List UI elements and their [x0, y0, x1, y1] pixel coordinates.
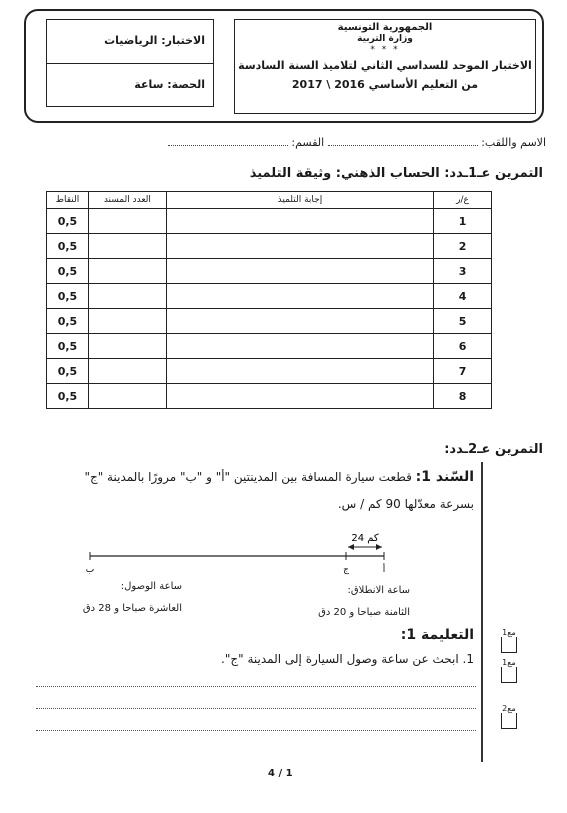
table-row [47, 384, 492, 409]
score-field[interactable] [501, 667, 517, 683]
answer-line[interactable] [36, 730, 476, 731]
answer-cell[interactable] [166, 384, 433, 409]
col-points: النقاط [47, 192, 89, 209]
exercise1-title: التمرين عـ1ـدد: الحساب الذهني: وثيقة التلميذ [249, 166, 543, 181]
instruction-title: التعليمة 1: [400, 627, 474, 643]
exam-subject: الاختبار: الرياضيات [47, 20, 213, 64]
score-field[interactable] [501, 713, 517, 729]
points-cell: 0,5 [47, 309, 89, 334]
answer-line[interactable] [36, 708, 476, 709]
route-diagram [84, 530, 484, 580]
ministry-box [234, 19, 536, 114]
mental-calc-table [46, 191, 492, 409]
table-row [47, 259, 492, 284]
exam-duration: الحصة: ساعة [134, 78, 205, 91]
col-answer: إجابة التلميذ [166, 192, 433, 209]
answer-line[interactable] [36, 686, 476, 687]
class-label: القسم: [291, 136, 325, 149]
given-number-cell[interactable] [88, 334, 166, 359]
given-number-cell[interactable] [88, 284, 166, 309]
col-index: ع/ر [434, 192, 492, 209]
index-cell: 1 [434, 209, 492, 234]
score-box-3 [501, 704, 517, 729]
given-number-cell[interactable] [88, 309, 166, 334]
table-row [47, 284, 492, 309]
index-cell: 8 [434, 384, 492, 409]
points-cell: 0,5 [47, 384, 89, 409]
arrival-info [72, 576, 182, 620]
given-number-cell[interactable] [88, 359, 166, 384]
table-row [47, 334, 492, 359]
name-label: الاسم واللقب: [481, 136, 546, 149]
distance-label: 24 كم [351, 533, 379, 544]
points-cell: 0,5 [47, 284, 89, 309]
answer-cell[interactable] [166, 209, 433, 234]
points-cell: 0,5 [47, 334, 89, 359]
arrow-head-right [376, 544, 382, 550]
given-number-cell[interactable] [88, 234, 166, 259]
point-c-label: ج [343, 565, 349, 575]
table-row [47, 359, 492, 384]
support-text-1: قطعت سيارة المسافة بين المدينتين "أ" و "ب" مرورًا بالمدينة "ج" [84, 470, 412, 484]
departure-label: ساعة الانطلاق: [347, 585, 410, 596]
ministry-name: وزارة التربية [357, 34, 413, 44]
exam-subtitle: من التعليم الأساسي 2016 \ 2017 [291, 78, 479, 91]
arrow-head-left [348, 544, 354, 550]
answer-cell[interactable] [166, 334, 433, 359]
score-label: مع1 [502, 658, 516, 667]
points-cell: 0,5 [47, 259, 89, 284]
score-box-2 [501, 658, 517, 683]
departure-time: الثامنة صباحا و 20 دق [318, 607, 410, 618]
departure-info [288, 580, 410, 624]
support-label: السّند 1: [415, 469, 474, 485]
index-cell: 2 [434, 234, 492, 259]
points-cell: 0,5 [47, 234, 89, 259]
index-cell: 3 [434, 259, 492, 284]
name-line [36, 136, 546, 156]
table-row [47, 209, 492, 234]
points-cell: 0,5 [47, 359, 89, 384]
support-1 [29, 464, 474, 518]
point-a-label: أ [382, 565, 386, 575]
index-cell: 6 [434, 334, 492, 359]
arrival-time: العاشرة صباحا و 28 دق [82, 603, 182, 614]
index-cell: 5 [434, 309, 492, 334]
given-number-cell[interactable] [88, 384, 166, 409]
answer-cell[interactable] [166, 359, 433, 384]
score-box-1 [501, 628, 517, 653]
given-number-cell[interactable] [88, 259, 166, 284]
page-number: 4 / 1 [268, 768, 293, 779]
point-b-label: ب [85, 565, 95, 575]
index-cell: 4 [434, 284, 492, 309]
col-given-number: العدد المسند [88, 192, 166, 209]
score-margin-line [481, 462, 483, 762]
table-row [47, 234, 492, 259]
republic-name: الجمهورية التونسية [337, 22, 433, 33]
answer-cell[interactable] [166, 309, 433, 334]
answer-cell[interactable] [166, 259, 433, 284]
exam-info-box [46, 19, 214, 107]
arrival-label: ساعة الوصول: [120, 581, 182, 592]
table-row [47, 309, 492, 334]
support-text-2: بسرعة معدّلها 90 كم / س. [337, 497, 474, 511]
index-cell: 7 [434, 359, 492, 384]
given-number-cell[interactable] [88, 209, 166, 234]
question-1: 1. ابحث عن ساعة وصول السيارة إلى المدينة "ج". [221, 652, 474, 666]
stars: * * * [370, 45, 400, 55]
name-field[interactable] [328, 136, 478, 146]
exercise2-title: التمرين عـ2ـدد: [444, 442, 543, 457]
exam-title: الاختبار الموحد للسداسي الثاني لتلاميذ السنة السادسة [238, 59, 532, 72]
score-label: مع2 [502, 704, 516, 713]
points-cell: 0,5 [47, 209, 89, 234]
score-field[interactable] [501, 637, 517, 653]
score-label: مع1 [502, 628, 516, 637]
answer-cell[interactable] [166, 284, 433, 309]
answer-cell[interactable] [166, 234, 433, 259]
class-field[interactable] [168, 136, 288, 146]
